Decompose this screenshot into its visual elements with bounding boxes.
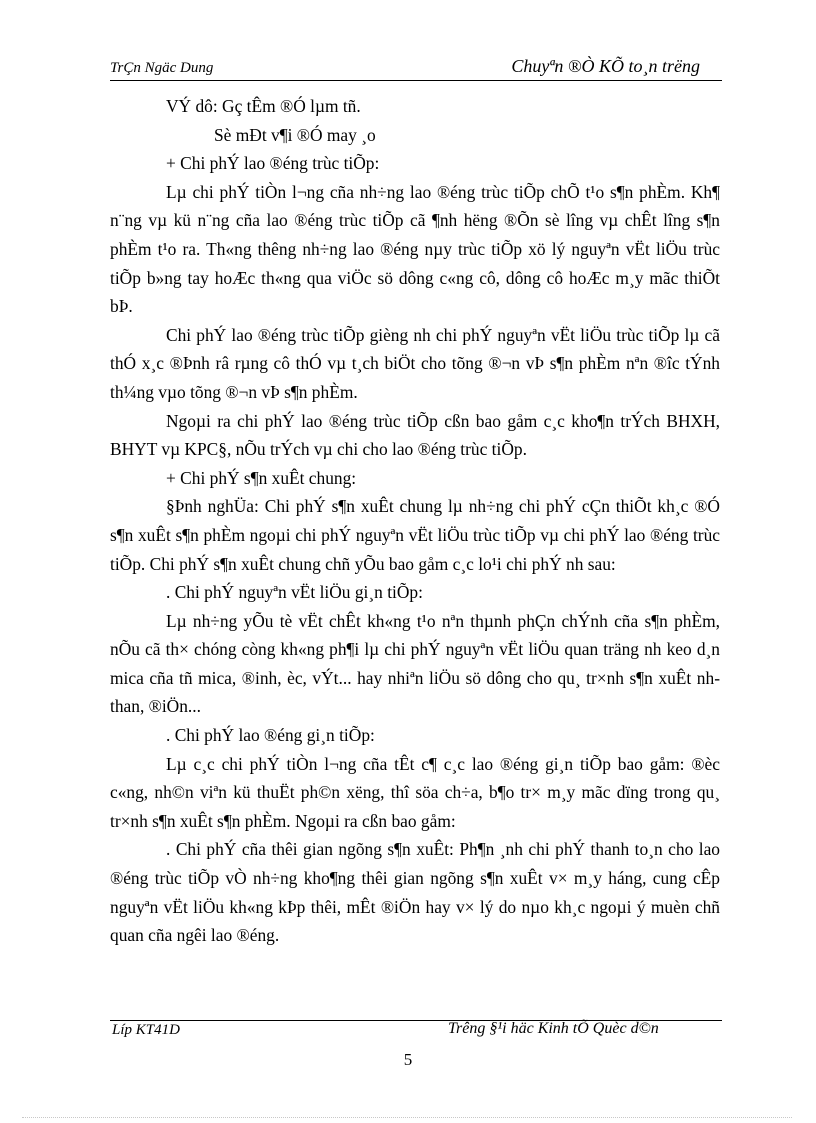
paragraph: Sè mÐt v¶i ®Ó may ¸o — [214, 124, 376, 145]
paragraph: VÝ dô: Gç tÊm ®Ó lµm tñ. — [166, 96, 361, 116]
paragraph: Lµ nh÷ng yÕu tè vËt chÊt kh«ng t¹o nªn thµnh phÇn chÝnh cña s¶n phÈm, nÕu cã th× chóng còng kh«ng ph¶i lµ chi phÝ nguyªn vËt liÖu quan träng nh keo d¸n mica cña tñ mica, ®inh, èc, vÝt... hay nhiªn liÖu sö dông cho qu¸ tr×nh s¶n xuÊt nh than, ®iÖn... — [110, 610, 720, 717]
paragraph: . Chi phÝ cña thêi gian ngõng s¶n xuÊt: Ph¶n ¸nh chi phÝ thanh to¸n cho lao ®éng trùc tiÕp vÒ nh÷ng kho¶ng thêi gian ngõng s¶n xuÊt v× m¸y háng, cung cÊp nguyªn vËt liÖu kh«ng kÞp thêi, mÊt ®iÖn hay v× lý do nµo kh¸c ngoµi ý muèn chñ quan cña ngêi lao ®éng. — [110, 839, 720, 946]
page-edge-dots — [22, 1117, 792, 1118]
page-header — [110, 56, 722, 78]
header-author: TrÇn Ngäc Dung — [110, 60, 214, 76]
page-number: 5 — [403, 1050, 413, 1069]
header-rule — [110, 80, 722, 81]
paragraph: Lµ c¸c chi phÝ tiÒn l¬ng cña tÊt c¶ c¸c lao ®éng gi¸n tiÕp bao gåm: ®èc c«ng, nh©n viªn kü thuËt ph©n xëng, thî söa ch÷a, b¶o tr× m¸y mãc dïng trong qu¸ tr×nh s¶n xuÊt s¶n phÈm. Ngoµi ra cßn bao gåm: — [110, 753, 720, 831]
footer-university: Trêng §¹i häc Kinh tÕ Quèc d©n — [448, 1020, 659, 1037]
paragraph: §Þnh nghÜa: Chi phÝ s¶n xuÊt chung lµ nh÷ng chi phÝ cÇn thiÕt kh¸c ®Ó s¶n xuÊt s¶n phÈm ngoµi chi phÝ nguyªn vËt liÖu trùc tiÕp vµ chi phÝ lao ®éng trùc tiÕp. Chi phÝ s¶n xuÊt chung chñ yÕu bao gåm c¸c lo¹i chi phÝ nh sau: — [110, 496, 720, 574]
paragraph: Ngoµi ra chi phÝ lao ®éng trùc tiÕp cßn bao gåm c¸c kho¶n trÝch BHXH, BHYT vµ KPC§, nÕu trÝch vµ chi cho lao ®éng trùc tiÕp. — [110, 410, 720, 460]
footer-class: Líp KT41D — [112, 1022, 180, 1038]
paragraph: . Chi phÝ nguyªn vËt liÖu gi¸n tiÕp: — [166, 582, 423, 603]
document-body — [110, 92, 720, 950]
paragraph: + Chi phÝ s¶n xuÊt chung: — [166, 467, 357, 488]
paragraph: + Chi phÝ lao ®éng trùc tiÕp: — [166, 153, 380, 174]
header-title: Chuyªn ®Ò KÕ to¸n trëng — [511, 56, 700, 76]
paragraph: Lµ chi phÝ tiÒn l¬ng cña nh÷ng lao ®éng trùc tiÕp chÕ t¹o s¶n phÈm. Kh¶ n¨ng vµ kü n¨ng cña lao ®éng trùc tiÕp cã ¶nh hëng ®Õn sè lîng vµ chÊt lîng s¶n phÈm t¹o ra. Th«ng thêng nh÷ng lao ®éng nµy trùc tiÕp xö lý nguyªn vËt liÖu trùc tiÕp b»ng tay hoÆc th«ng qua viÖc sö dông c«ng cô, dông cô hoÆc m¸y mãc thiÕt bÞ. — [110, 181, 720, 317]
paragraph: Chi phÝ lao ®éng trùc tiÕp gièng nh chi phÝ nguyªn vËt liÖu trùc tiÕp lµ cã thÓ x¸c ®Þnh râ rµng cô thÓ vµ t¸ch biÖt cho tõng ®¬n vÞ s¶n phÈm nªn ®îc tÝnh th¼ng vµo tõng ®¬n vÞ s¶n phÈm. — [110, 324, 720, 402]
paragraph: . Chi phÝ lao ®éng gi¸n tiÕp: — [166, 725, 375, 746]
